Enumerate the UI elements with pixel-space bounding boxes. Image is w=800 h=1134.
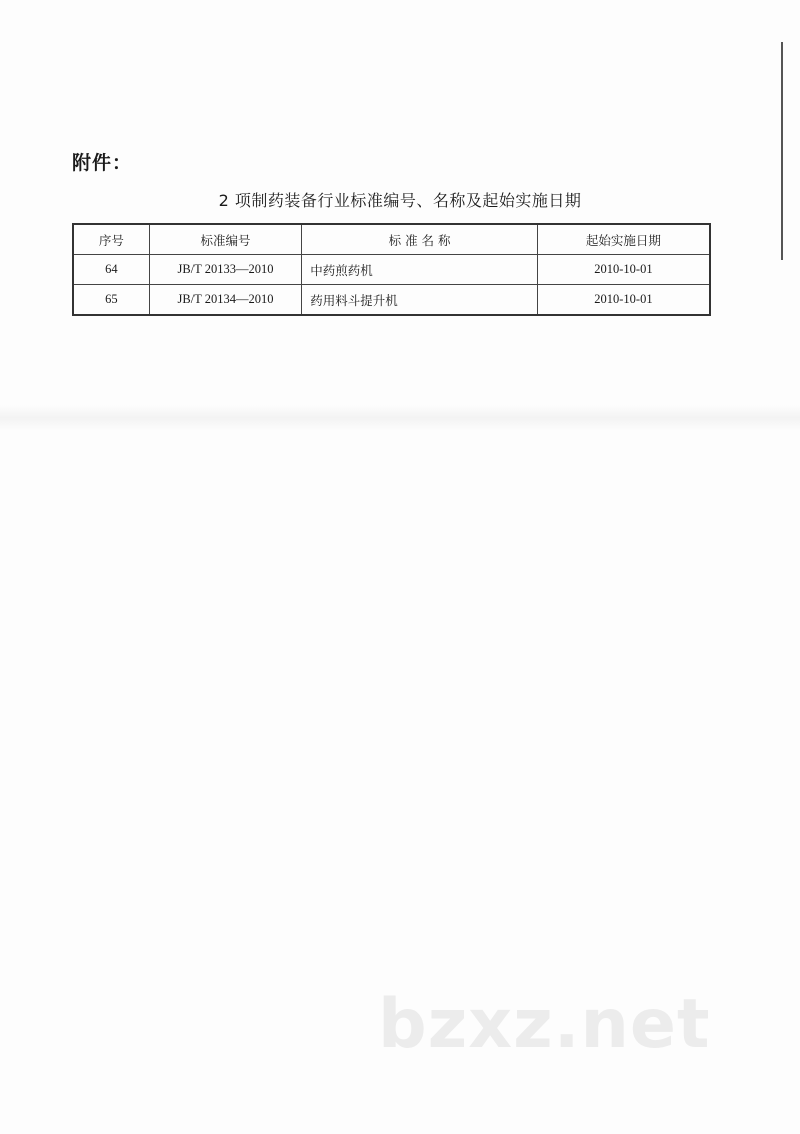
cell-standard-name: 药用料斗提升机 — [302, 285, 538, 316]
table-header-row — [73, 224, 710, 255]
paper-fold-shadow — [0, 405, 800, 431]
cell-effective-date: 2010-10-01 — [537, 285, 710, 316]
cell-standard-code: JB/T 20134—2010 — [149, 285, 302, 316]
attachment-label: 附件： — [72, 152, 133, 174]
cell-standard-name: 中药煎药机 — [302, 255, 538, 285]
table-row — [73, 285, 710, 316]
header-standard-code: 标准编号 — [149, 224, 302, 255]
standards-table — [72, 223, 711, 316]
cell-serial-number: 64 — [73, 255, 149, 285]
header-effective-date: 起始实施日期 — [537, 224, 710, 255]
cell-effective-date: 2010-10-01 — [537, 255, 710, 285]
watermark: bzxz.net — [378, 985, 711, 1064]
header-standard-name: 标 准 名 称 — [302, 224, 538, 255]
cell-serial-number: 65 — [73, 285, 149, 316]
page-title: 2 项制药装备行业标准编号、名称及起始实施日期 — [218, 191, 582, 210]
scan-edge-line — [781, 42, 783, 260]
cell-standard-code: JB/T 20133—2010 — [149, 255, 302, 285]
table-row — [73, 255, 710, 285]
header-serial-number: 序号 — [73, 224, 149, 255]
